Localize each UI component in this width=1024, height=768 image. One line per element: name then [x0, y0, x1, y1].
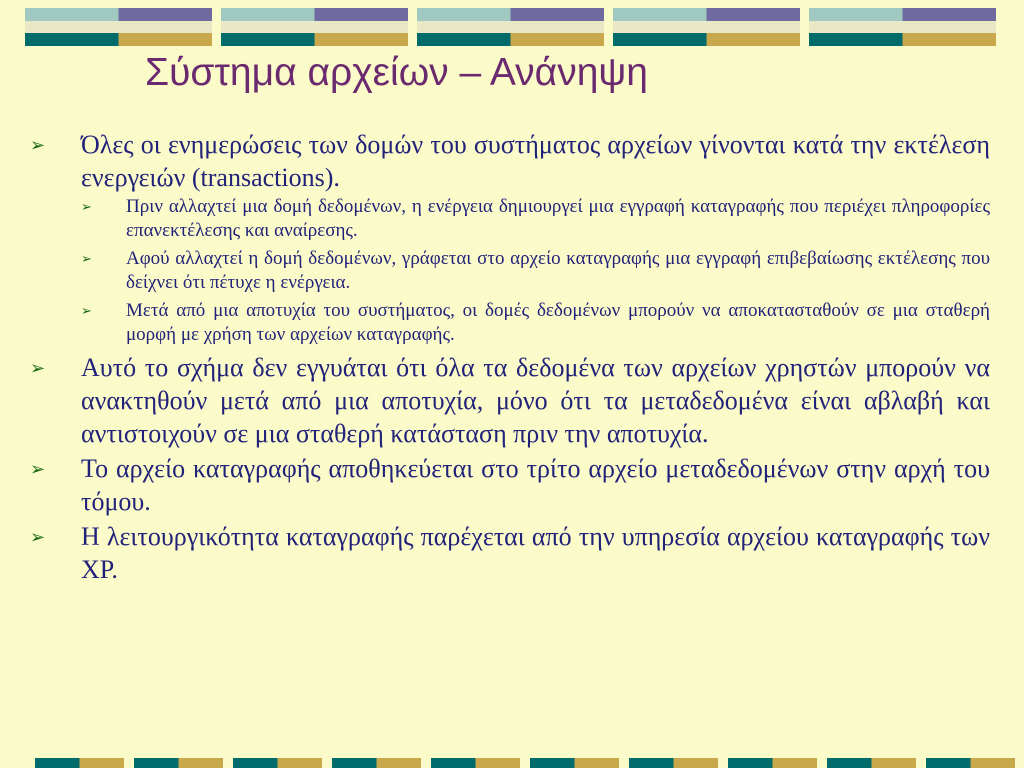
- arrowhead-bullet-icon: ➢: [81, 304, 92, 319]
- slide-title: Σύστημα αρχείων – Ανάνηψη: [145, 51, 648, 94]
- band-stripe: [233, 758, 322, 768]
- band-stripe: [613, 21, 800, 33]
- band-stripe: [827, 758, 916, 768]
- bullet-group: [30, 351, 990, 450]
- bullet-item: [30, 452, 990, 518]
- bullet-text: Όλες οι ενημερώσεις των δομών του συστήματος αρχείων γίνονται κατά την εκτέλεση ενεργειών (transactions).: [81, 130, 990, 192]
- bottom-band-block: [233, 758, 322, 768]
- band-stripe: [221, 21, 408, 33]
- bullet-item: [30, 128, 990, 194]
- band-stripe: [809, 8, 996, 21]
- sub-bullet-text: Πριν αλλαχτεί μια δομή δεδομένων, η ενέργεια δημιουργεί μια εγγραφή καταγραφής που περιέχει πληροφορίες επανεκτέλεσης και αναίρεσης.: [126, 196, 990, 241]
- band-stripe: [134, 758, 223, 768]
- top-band-block: [809, 8, 996, 46]
- bullet-text: Αυτό το σχήμα δεν εγγυάται ότι όλα τα δεδομένα των αρχείων χρηστών μπορούν να ανακτηθούν μετά από μια αποτυχία, μόνο ότι τα μεταδεδομένα είναι αβλαβή και αντιστοιχούν σε μια σταθερή κατάσταση πριν την αποτυχία.: [81, 353, 990, 448]
- top-band-block: [613, 8, 800, 46]
- band-stripe: [25, 21, 212, 33]
- band-stripe: [35, 758, 124, 768]
- band-stripe: [728, 758, 817, 768]
- band-stripe: [926, 758, 1015, 768]
- band-stripe: [417, 8, 604, 21]
- bottom-band-block: [827, 758, 916, 768]
- top-band-block: [221, 8, 408, 46]
- bottom-band-block: [530, 758, 619, 768]
- bottom-band-block: [926, 758, 1015, 768]
- band-stripe: [417, 21, 604, 33]
- arrowhead-bullet-icon: ➢: [81, 252, 92, 267]
- bottom-band-block: [35, 758, 124, 768]
- bullet-group: [30, 520, 990, 586]
- band-stripe: [25, 33, 212, 46]
- band-stripe: [530, 758, 619, 768]
- bottom-band-block: [728, 758, 817, 768]
- bullet-text: Το αρχείο καταγραφής αποθηκεύεται στο τρίτο αρχείο μεταδεδομένων στην αρχή του τόμου.: [81, 454, 990, 516]
- top-decorative-band: [0, 8, 1024, 46]
- band-stripe: [629, 758, 718, 768]
- slide-body: [30, 128, 990, 588]
- bullet-item: [30, 351, 990, 450]
- band-stripe: [613, 33, 800, 46]
- band-stripe: [417, 33, 604, 46]
- top-band-block: [25, 8, 212, 46]
- arrowhead-bullet-icon: ➢: [81, 200, 92, 215]
- arrowhead-bullet-icon: ➢: [30, 527, 46, 548]
- band-stripe: [221, 33, 408, 46]
- bullet-text: Η λειτουργικότητα καταγραφής παρέχεται από την υπηρεσία αρχείου καταγραφής των XP.: [81, 522, 990, 584]
- sub-bullet-item: [81, 247, 990, 295]
- bullet-group: [30, 128, 990, 347]
- bottom-band-block: [332, 758, 421, 768]
- sub-bullet-text: Μετά από μια αποτυχία του συστήματος, οι δομές δεδομένων μπορούν να αποκατασταθούν σε μια σταθερή μορφή με χρήση των αρχείων καταγραφής.: [126, 300, 990, 345]
- arrowhead-bullet-icon: ➢: [30, 358, 46, 379]
- band-stripe: [809, 33, 996, 46]
- band-stripe: [221, 8, 408, 21]
- arrowhead-bullet-icon: ➢: [30, 135, 46, 156]
- band-stripe: [613, 8, 800, 21]
- band-stripe: [431, 758, 520, 768]
- bottom-band-block: [431, 758, 520, 768]
- sub-bullet-text: Αφού αλλαχτεί η δομή δεδομένων, γράφεται στο αρχείο καταγραφής μια εγγραφή επιβεβαίωσης εκτέλεσης που δείχνει ότι πέτυχε η ενέργεια.: [126, 248, 990, 293]
- band-stripe: [809, 21, 996, 33]
- bullet-item: [30, 520, 990, 586]
- sub-bullet-item: [81, 299, 990, 347]
- bottom-decorative-band: [0, 758, 1024, 768]
- bullet-group: [30, 452, 990, 518]
- band-stripe: [332, 758, 421, 768]
- arrowhead-bullet-icon: ➢: [30, 459, 46, 480]
- top-band-block: [417, 8, 604, 46]
- sub-bullet-item: [81, 195, 990, 243]
- band-stripe: [25, 8, 212, 21]
- bottom-band-block: [134, 758, 223, 768]
- bottom-band-block: [629, 758, 718, 768]
